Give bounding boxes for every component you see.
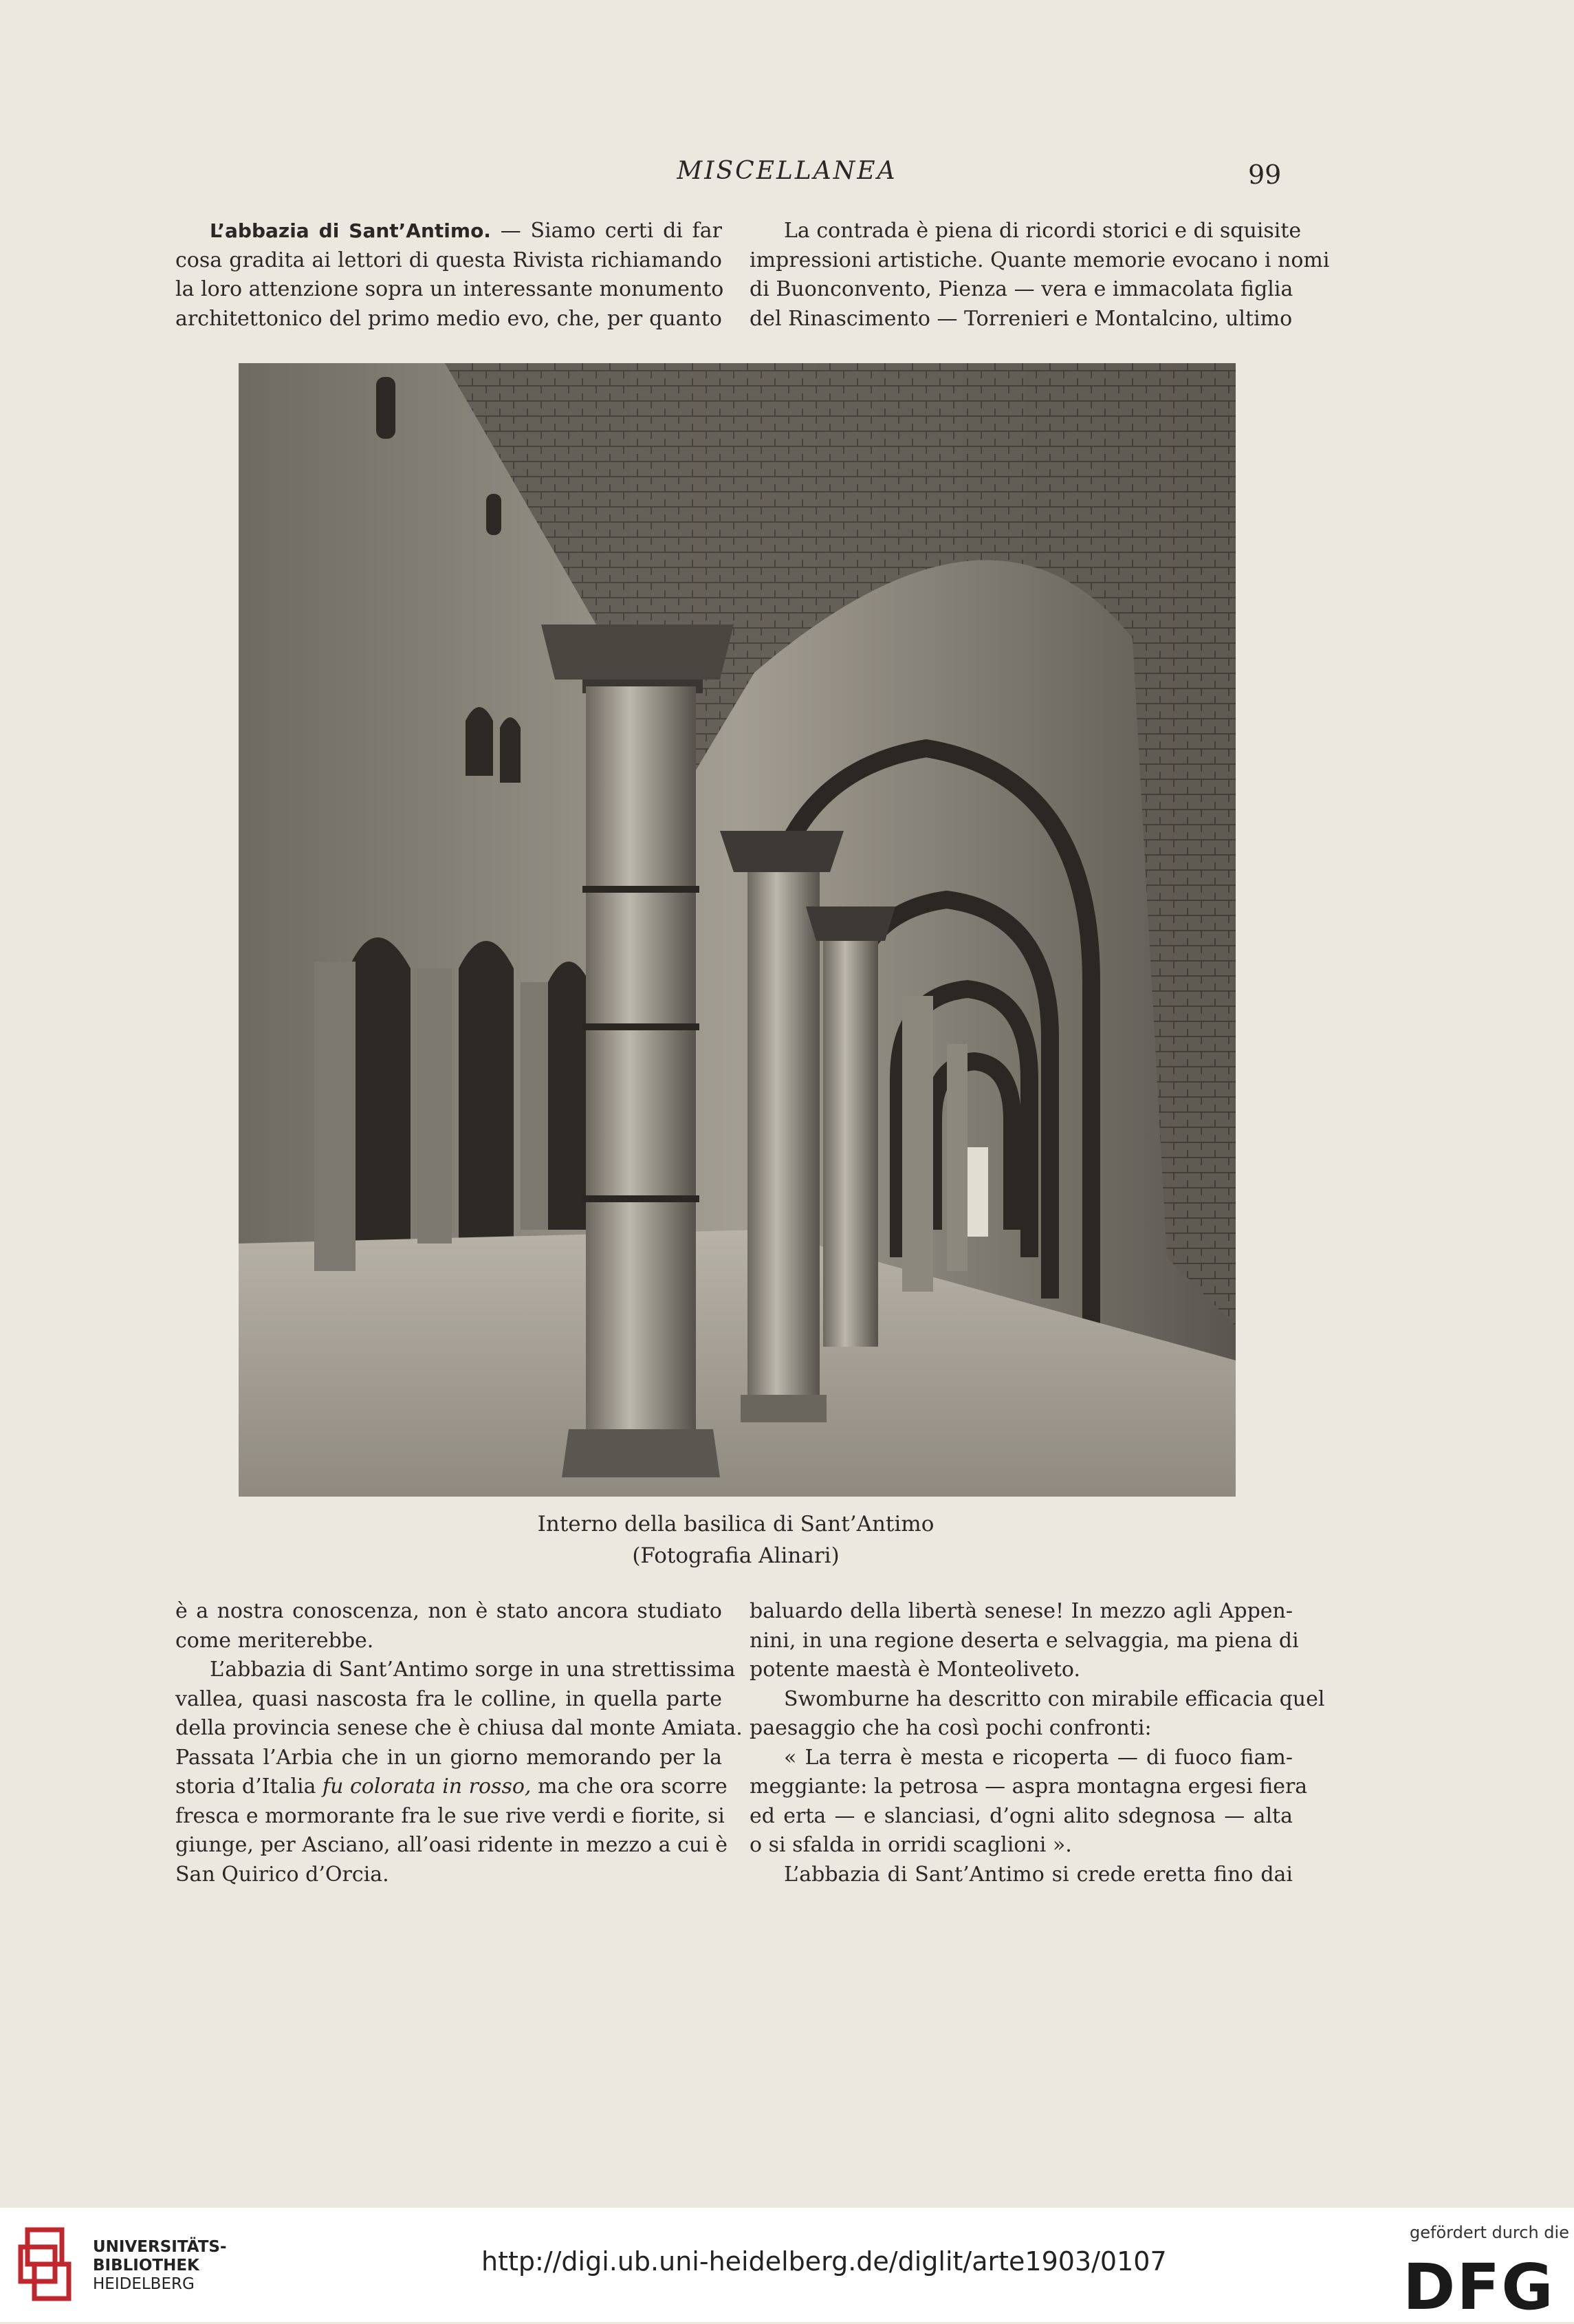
library-name-line: BIBLIOTHEK	[93, 2257, 199, 2274]
running-title: MISCELLANEA	[677, 157, 897, 185]
text-span: — Siamo certi di far	[490, 219, 722, 243]
text-line: del Rinascimento — Torrenieri e Montalcino, ultimo	[750, 306, 1293, 331]
text-line: di Buonconvento, Pienza — vera e immacolata figlia	[750, 277, 1293, 301]
text-column-top-left	[175, 217, 722, 334]
viewer-footer	[0, 2208, 1574, 2322]
text-line: come meriterebbe.	[175, 1628, 374, 1653]
text-line: Passata l’Arbia che in un giorno memorando per la	[175, 1745, 722, 1770]
text-line: meggiante: la petrosa — aspra montagna ergesi fiera	[750, 1774, 1308, 1799]
text-line: L’abbazia di Sant’Antimo si crede eretta fino dai	[784, 1862, 1293, 1887]
text-column-top-right	[750, 217, 1330, 334]
text-line: della provincia senese che è chiusa dal monte Amiata.	[175, 1716, 743, 1740]
text-line: L’abbazia di Sant’Antimo sorge in una strettissima	[210, 1658, 736, 1682]
text-line: La contrada è piena di ricordi storici e di squisite	[784, 219, 1302, 243]
text-line: giunge, per Asciano, all’oasi ridente in mezzo a cui è	[175, 1833, 728, 1857]
article-heading: L’abbazia di Sant’Antimo.	[210, 219, 491, 242]
text-line: potente maestà è Monteoliveto.	[750, 1658, 1080, 1682]
text-line: la loro attenzione sopra un interessante monumento	[175, 277, 724, 301]
university-library-logo-icon	[14, 2223, 83, 2308]
library-name-line: HEIDELBERG	[93, 2275, 195, 2293]
photo-caption: Interno della basilica di Sant’Antimo	[537, 1512, 934, 1536]
text-line: fresca e mormorante fra le sue rive verdi e fiorite, si	[175, 1803, 725, 1828]
photo-basilica-interior	[239, 363, 1236, 1497]
photo-credit: (Fotografia Alinari)	[632, 1543, 840, 1568]
text-span: storia d’Italia	[175, 1774, 323, 1799]
text-line: nini, in una regione deserta e selvaggia, ma piena di	[750, 1628, 1299, 1653]
text-line: architettonico del primo medio evo, che, per quanto	[175, 306, 722, 331]
italic-phrase: fu colorata in rosso,	[323, 1774, 532, 1799]
photo-illustration	[239, 363, 1236, 1497]
text-line: cosa gradita ai lettori di questa Rivista richiamando	[175, 248, 722, 272]
text-line: San Quirico d’Orcia.	[175, 1862, 389, 1887]
page-number: 99	[1248, 160, 1282, 190]
text-line: vallea, quasi nascosta fra le colline, in quella parte	[175, 1686, 722, 1711]
text-line: impressioni artistiche. Quante memorie evocano i nomi	[750, 248, 1330, 272]
text-column-bottom-right	[750, 1597, 1325, 1889]
library-name-line: UNIVERSITÄTS-	[93, 2238, 227, 2256]
text-line	[175, 217, 722, 246]
text-line: paesaggio che ha così pochi confronti:	[750, 1716, 1152, 1740]
text-line: o si sfalda in orridi scaglioni ».	[750, 1833, 1072, 1857]
text-line: ed erta — e slanciasi, d’ogni alito sdegnosa — alta	[750, 1803, 1293, 1828]
text-line: « La terra è mesta e ricoperta — di fuoco fiam-	[784, 1745, 1293, 1770]
source-url-link[interactable]: http://digi.ub.uni-heidelberg.de/diglit/arte1903/0107	[481, 2246, 1167, 2277]
dfg-logo: DFG	[1403, 2250, 1555, 2324]
text-column-bottom-left	[175, 1597, 743, 1889]
library-name	[93, 2238, 227, 2294]
funding-note: gefördert durch die	[1410, 2223, 1569, 2242]
text-span: ma che ora scorre	[531, 1774, 728, 1799]
text-line: Swomburne ha descritto con mirabile efficacia quel	[784, 1686, 1325, 1711]
text-line	[175, 1772, 728, 1802]
text-line: baluardo della libertà senese! In mezzo agli Appen-	[750, 1599, 1293, 1623]
text-line: è a nostra conoscenza, non è stato ancora studiato	[175, 1599, 722, 1623]
